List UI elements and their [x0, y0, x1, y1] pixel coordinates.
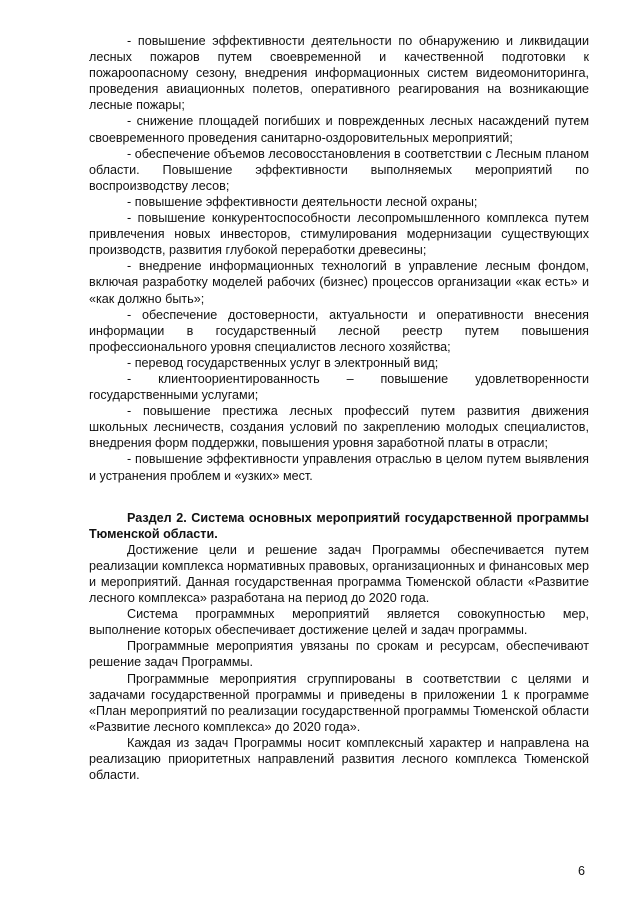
section-paragraph: Система программных мероприятий является совокупностью мер, выполнение которых обеспечивает достижение целей и задач программы.	[89, 607, 589, 638]
bullet-item: - повышение эффективности управления отраслью в целом путем выявления и устранения проблем и «узких» мест.	[89, 452, 589, 483]
bullet-item: - повышение конкурентоспособности лесопромышленного комплекса путем привлечения новых инвесторов, стимулирования модернизации существующих производств, развития глубокой переработки древесины;	[89, 211, 589, 258]
bullet-item: - повышение эффективности деятельности лесной охраны;	[127, 194, 478, 209]
section-paragraph: Программные мероприятия сгруппированы в соответствии с целями и задачами государственной программы и приведены в приложении 1 к программе «План мероприятий по реализации государственной программы Тюменской области «Развитие лесного комплекса» до 2020 года».	[89, 671, 589, 734]
section-spacer	[89, 484, 589, 510]
page-content	[89, 33, 589, 783]
page-number: 6	[578, 864, 586, 878]
bullet-item: - повышение эффективности деятельности по обнаружению и ликвидации лесных пожаров путем своевременной и качественной подготовки к пожароопасному сезону, внедрения информационных систем видеомониторинга, проведения авиационных полетов, оперативного реагирования на возникающие лесные пожары;	[89, 34, 589, 113]
section-heading: Раздел 2. Система основных мероприятий государственной программы Тюменской области.	[89, 510, 589, 541]
section-paragraph: Программные мероприятия увязаны по срокам и ресурсам, обеспечивают решение задач Программы.	[89, 639, 589, 670]
bullet-item: - внедрение информационных технологий в управление лесным фондом, включая разработку моделей рабочих (бизнес) процессов организации «как есть» и «как должно быть»;	[89, 259, 589, 306]
bullet-item: - снижение площадей погибших и поврежденных лесных насаждений путем своевременного проведения санитарно-оздоровительных мероприятий;	[89, 114, 589, 145]
bullet-item: - повышение престижа лесных профессий путем развития движения школьных лесничеств, создания условий по закреплению молодых специалистов, внедрения форм поддержки, повышения уровня заработной платы в отрасли;	[89, 404, 589, 451]
bullet-item: - обеспечение объемов лесовосстановления в соответствии с Лесным планом области. Повышение эффективности выполняемых мероприятий по воспроизводству лесов;	[89, 146, 589, 193]
section-paragraph: Каждая из задач Программы носит комплексный характер и направлена на реализацию приоритетных направлений развития лесного комплекса Тюменской области.	[89, 735, 589, 783]
bullet-item: - обеспечение достоверности, актуальности и оперативности внесения информации в государственный лесной реестр путем повышения профессионального уровня специалистов лесного хозяйства;	[89, 307, 589, 354]
bullet-item: - клиентоориентированность – повышение удовлетворенности государственными услугами;	[89, 371, 589, 403]
section-paragraph: Достижение цели и решение задач Программы обеспечивается путем реализации комплекса нормативных правовых, организационных и финансовых мер и мероприятий. Данная государственная программа Тюменской области «Развитие лесного комплекса» разработана на период до 2020 года.	[89, 542, 589, 606]
bullet-item: - перевод государственных услуг в электронный вид;	[127, 355, 439, 370]
